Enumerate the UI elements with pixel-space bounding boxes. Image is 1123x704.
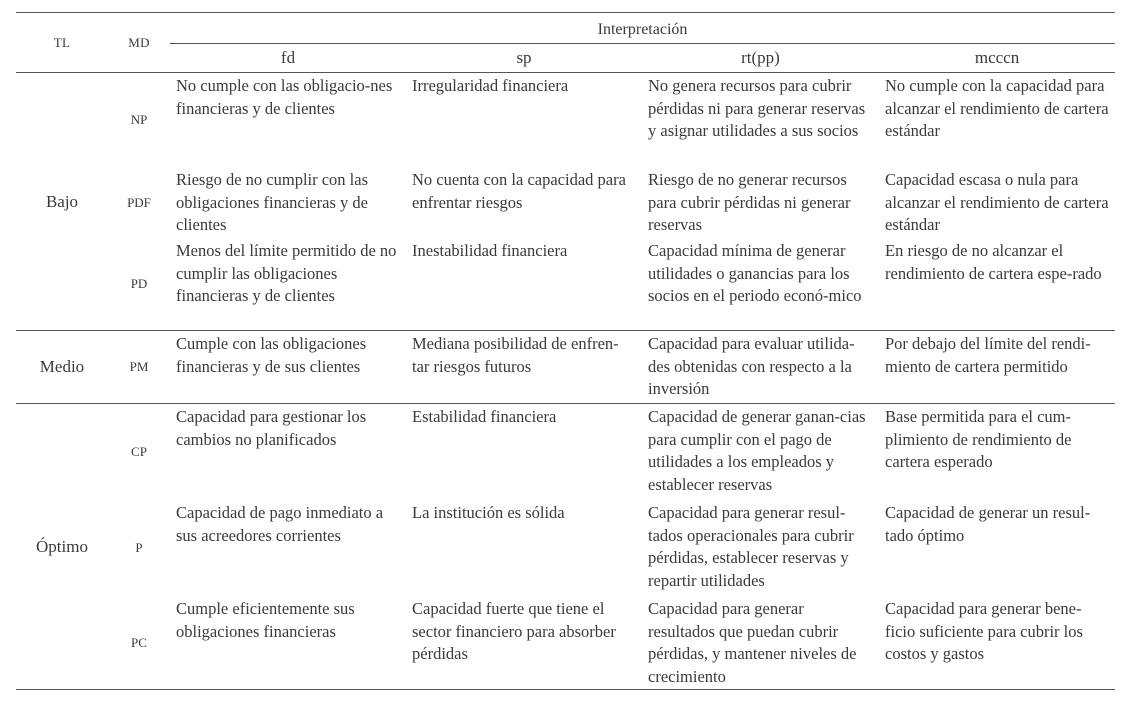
cell-fd: Cumple con las obligaciones financieras y de sus clientes xyxy=(176,334,367,376)
cell-sp: Irregularidad financiera xyxy=(412,76,569,95)
cell-rt: Capacidad para generar resul-tados operacionales para cubrir pérdidas, establecer reservas y repartir utilidades xyxy=(648,503,854,590)
header-tl: TL xyxy=(53,34,71,50)
table-row xyxy=(16,331,1115,404)
cell-mcccn: Base permitida para el cum-plimiento de rendimiento de cartera esperado xyxy=(885,407,1072,471)
cell-sp: No cuenta con la capacidad para enfrentar riesgos xyxy=(412,170,626,212)
md-cp: CP xyxy=(131,444,147,459)
cell-rt: Capacidad de generar ganan-cias para cumplir con el pago de utilidades a los empleados y establecer reservas xyxy=(648,407,866,494)
interpretation-table-container xyxy=(16,12,1115,690)
md-pc: PC xyxy=(131,634,147,650)
md-np: NP xyxy=(130,112,148,127)
header-col-rt: rt(pp) xyxy=(642,44,879,73)
header-interpretacion: Interpretación xyxy=(597,21,688,38)
cell-fd: Cumple eficientemente sus obligaciones financieras xyxy=(176,599,355,641)
table-row xyxy=(16,238,1115,331)
cell-sp: La institución es sólida xyxy=(412,503,565,522)
cell-mcccn: Capacidad para generar bene-ficio suficiente para cubrir los costos y gastos xyxy=(885,599,1083,663)
cell-mcccn: Por debajo del límite del rendi-miento de cartera permitido xyxy=(885,334,1091,376)
cell-mcccn: Capacidad de generar un resul-tado óptimo xyxy=(885,503,1091,545)
cell-rt: Capacidad mínima de generar utilidades o ganancias para los socios en el periodo econó-mico xyxy=(648,241,862,305)
md-pd: PD xyxy=(130,276,148,291)
header-col-mcccn: mcccn xyxy=(879,44,1115,73)
level-medio: Medio xyxy=(39,357,85,376)
cell-mcccn: No cumple con la capacidad para alcanzar el rendimiento de cartera estándar xyxy=(885,76,1109,140)
cell-fd: Riesgo de no cumplir con las obligaciones financieras y de clientes xyxy=(176,170,369,234)
cell-fd: Capacidad de pago inmediato a sus acreedores corrientes xyxy=(176,503,384,545)
cell-sp: Mediana posibilidad de enfren-tar riesgos futuros xyxy=(412,334,619,376)
header-md: MD xyxy=(128,34,150,50)
header-row-sub xyxy=(16,44,1115,73)
cell-sp: Inestabilidad financiera xyxy=(412,241,568,260)
cell-fd: Capacidad para gestionar los cambios no planificados xyxy=(176,407,367,449)
level-optimo: Óptimo xyxy=(16,404,108,690)
cell-mcccn: Capacidad escasa o nula para alcanzar el rendimiento de cartera estándar xyxy=(885,170,1109,234)
md-p: P xyxy=(135,540,143,555)
table-row xyxy=(16,73,1115,168)
md-pdf: PDF xyxy=(127,194,151,210)
cell-fd: Menos del límite permitido de no cumplir las obligaciones financieras y de clientes xyxy=(176,241,397,305)
table-row xyxy=(16,500,1115,596)
cell-rt: Capacidad para evaluar utilida-des obtenidas con respecto a la inversión xyxy=(648,334,855,398)
level-bajo: Bajo xyxy=(16,73,108,331)
cell-rt: Riesgo de no generar recursos para cubrir pérdidas ni generar reservas xyxy=(648,170,851,234)
header-col-sp: sp xyxy=(406,44,642,73)
cell-sp: Capacidad fuerte que tiene el sector financiero para absorber pérdidas xyxy=(412,599,616,663)
md-pm: PM xyxy=(129,359,149,374)
cell-mcccn: En riesgo de no alcanzar el rendimiento de cartera espe-rado xyxy=(885,241,1102,283)
header-col-fd: fd xyxy=(170,44,406,73)
cell-fd: No cumple con las obligacio-nes financieras y de clientes xyxy=(176,76,393,118)
header-row-top xyxy=(16,13,1115,44)
cell-rt: Capacidad para generar resultados que puedan cubrir pérdidas, y mantener niveles de crecimiento xyxy=(648,599,857,686)
table-row xyxy=(16,596,1115,690)
table-row xyxy=(16,404,1115,501)
interpretation-table xyxy=(16,12,1115,690)
cell-rt: No genera recursos para cubrir pérdidas ni para generar reservas y asignar utilidades a sus socios xyxy=(648,76,866,140)
cell-sp: Estabilidad financiera xyxy=(412,407,557,426)
table-row xyxy=(16,167,1115,238)
